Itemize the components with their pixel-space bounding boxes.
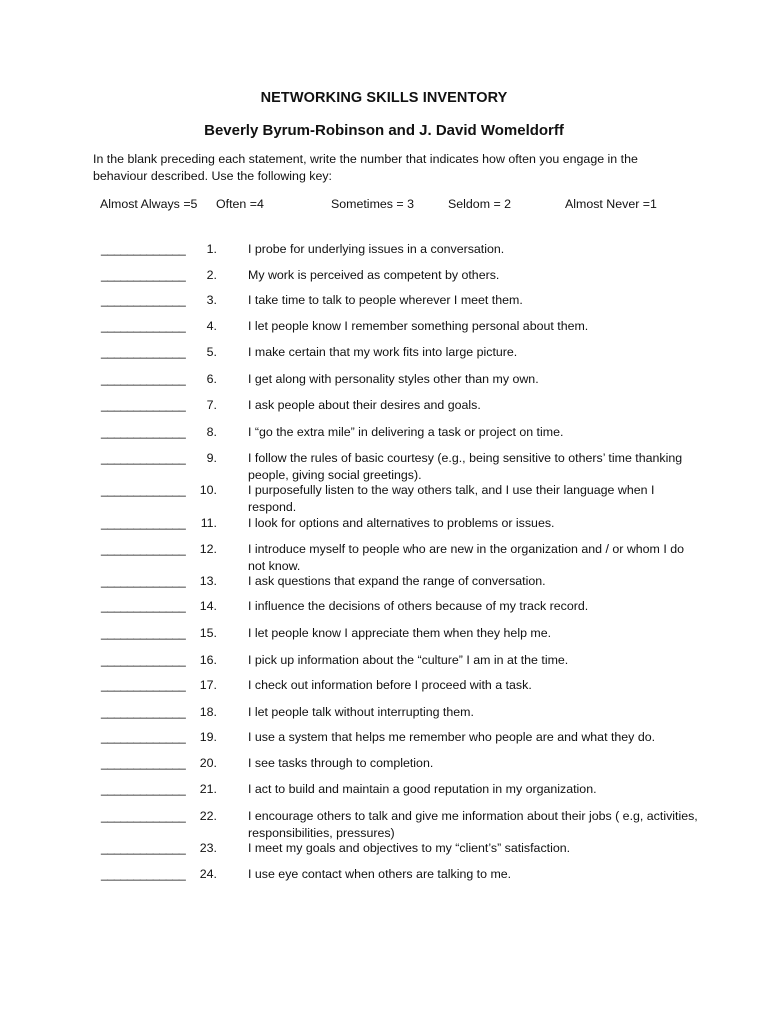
statement-text: I “go the extra mile” in delivering a task or project on time. (248, 425, 564, 439)
statement-text: I use eye contact when others are talking to me. (248, 867, 512, 881)
statement-text: I use a system that helps me remember who people are and what they do. (248, 730, 656, 744)
statement-number: 22. (199, 809, 217, 823)
answer-blank[interactable]: _____________ (101, 730, 186, 744)
statement-number: 5. (206, 345, 217, 359)
answer-blank[interactable]: _____________ (101, 782, 186, 796)
rating-key (0, 197, 768, 215)
statement-text: I probe for underlying issues in a conversation. (248, 242, 505, 256)
statement-number: 10. (199, 483, 217, 497)
answer-blank[interactable]: _____________ (101, 841, 186, 855)
statement-number: 13. (199, 574, 217, 588)
statement-number: 3. (206, 293, 217, 307)
statement-text: I ask people about their desires and goals. (248, 398, 481, 412)
answer-blank[interactable]: _____________ (101, 678, 186, 692)
statement-text: I get along with personality styles other than my own. (248, 372, 539, 386)
statement-number: 7. (206, 398, 217, 412)
statement-number: 23. (199, 841, 217, 855)
statement-text: I introduce myself to people who are new in the organization and / or whom I do not know. (248, 542, 684, 573)
statement-number: 11. (200, 516, 217, 530)
statement-text: I make certain that my work fits into large picture. (248, 345, 518, 359)
statement-text: I influence the decisions of others because of my track record. (248, 599, 589, 613)
statement-number: 15. (199, 626, 217, 640)
key-almost-never: Almost Never =1 (565, 197, 657, 211)
answer-blank[interactable]: _____________ (101, 319, 186, 333)
statement-text: I follow the rules of basic courtesy (e.g., being sensitive to others’ time thanking people, giving social greetings). (248, 451, 683, 482)
answer-blank[interactable]: _____________ (101, 345, 186, 359)
statement-text: I pick up information about the “culture” I am in at the time. (248, 653, 569, 667)
statement-number: 24. (199, 867, 217, 881)
statement-text: I ask questions that expand the range of conversation. (248, 574, 546, 588)
authors-line: Beverly Byrum-Robinson and J. David Womeldorff (204, 122, 564, 139)
statement-number: 16. (199, 653, 217, 667)
statement-text: I take time to talk to people wherever I meet them. (248, 293, 523, 307)
answer-blank[interactable]: _____________ (101, 756, 186, 770)
key-sometimes: Sometimes = 3 (331, 197, 414, 211)
statement-text: I act to build and maintain a good reputation in my organization. (248, 782, 597, 796)
answer-blank[interactable]: _____________ (101, 516, 186, 530)
statement-text: I look for options and alternatives to problems or issues. (248, 516, 555, 530)
key-seldom: Seldom = 2 (448, 197, 512, 211)
statement-number: 6. (206, 372, 217, 386)
statement-text: I meet my goals and objectives to my “client’s” satisfaction. (248, 841, 571, 855)
page-title: NETWORKING SKILLS INVENTORY (260, 90, 508, 106)
statement-number: 19. (199, 730, 217, 744)
statement-number: 1. (206, 242, 217, 256)
statement-number: 21. (199, 782, 217, 796)
statement-number: 12. (199, 542, 217, 556)
answer-blank[interactable]: _____________ (101, 867, 186, 881)
statement-number: 17. (199, 678, 217, 692)
key-often: Often =4 (216, 197, 264, 211)
answer-blank[interactable]: _____________ (101, 809, 186, 823)
instructions-paragraph: In the blank preceding each statement, write the number that indicates how often you engage in the behaviour described. Use the following key: (93, 152, 638, 183)
answer-blank[interactable]: _____________ (101, 372, 186, 386)
answer-blank[interactable]: _____________ (101, 293, 186, 307)
answer-blank[interactable]: _____________ (101, 653, 186, 667)
answer-blank[interactable]: _____________ (101, 242, 186, 256)
statement-text: I let people talk without interrupting them. (248, 705, 474, 719)
statement-number: 9. (206, 451, 217, 465)
statement-number: 8. (206, 425, 217, 439)
statement-text: My work is perceived as competent by others. (248, 268, 500, 282)
answer-blank[interactable]: _____________ (101, 599, 186, 613)
statement-text: I let people know I appreciate them when they help me. (248, 626, 552, 640)
statement-text: I check out information before I proceed with a task. (248, 678, 532, 692)
key-almost-always: Almost Always =5 (100, 197, 198, 211)
answer-blank[interactable]: _____________ (101, 425, 186, 439)
answer-blank[interactable]: _____________ (101, 705, 186, 719)
statement-text: I encourage others to talk and give me information about their jobs ( e.g, activities, responsibilities, pressures) (248, 809, 698, 840)
answer-blank[interactable]: _____________ (101, 574, 186, 588)
answer-blank[interactable]: _____________ (101, 626, 186, 640)
answer-blank[interactable]: _____________ (101, 398, 186, 412)
statement-number: 20. (199, 756, 217, 770)
answer-blank[interactable]: _____________ (101, 542, 186, 556)
statement-text: I purposefully listen to the way others talk, and I use their language when I respond. (248, 483, 655, 514)
statement-text: I see tasks through to completion. (248, 756, 434, 770)
statement-number: 2. (206, 268, 217, 282)
statement-number: 14. (199, 599, 217, 613)
statement-number: 4. (206, 319, 217, 333)
statement-text: I let people know I remember something personal about them. (248, 319, 589, 333)
statement-number: 18. (199, 705, 217, 719)
answer-blank[interactable]: _____________ (101, 268, 186, 282)
answer-blank[interactable]: _____________ (101, 451, 186, 465)
answer-blank[interactable]: _____________ (101, 483, 186, 497)
